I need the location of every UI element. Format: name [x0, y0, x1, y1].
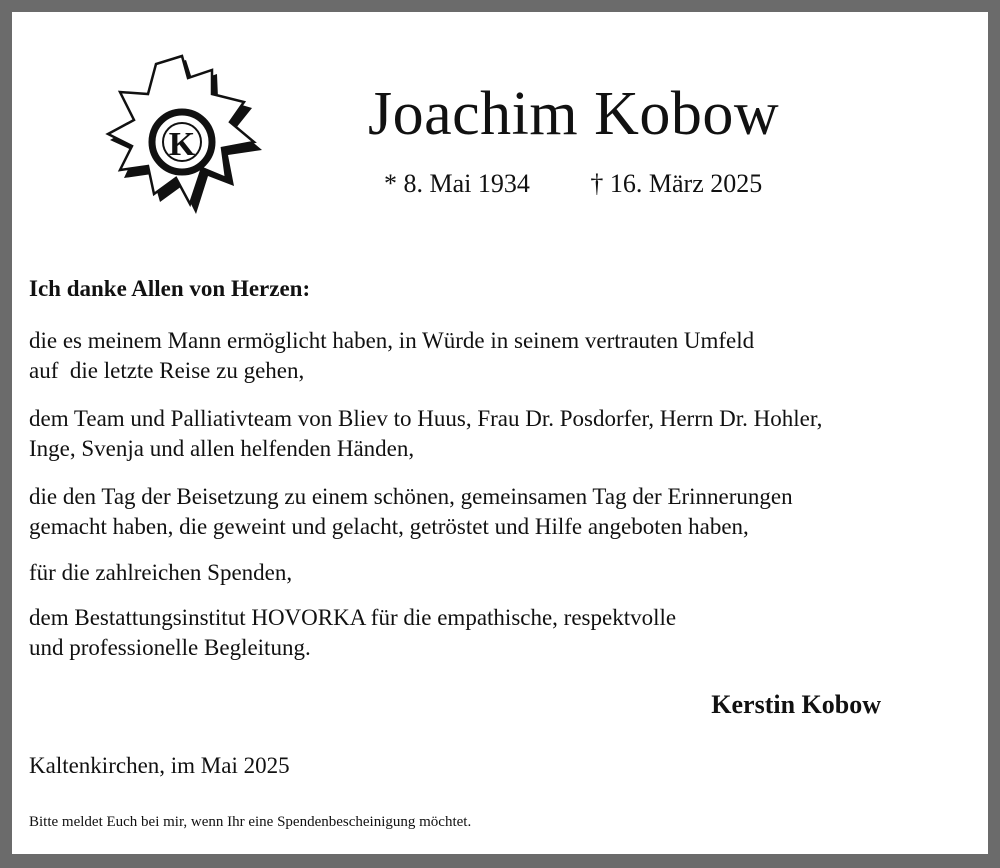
paragraph-line: gemacht haben, die geweint und gelacht, getröstet und Hilfe angeboten haben, [29, 514, 749, 539]
paragraph-line: Inge, Svenja und allen helfenden Händen, [29, 436, 415, 461]
thanks-paragraph [29, 404, 822, 464]
birth-date: * 8. Mai 1934 [384, 169, 530, 198]
logo-letter: K [168, 126, 196, 163]
paragraph-line: dem Team und Palliativteam von Bliev to Huus, Frau Dr. Posdorfer, Herrn Dr. Hohler, [29, 406, 823, 431]
signature: Kerstin Kobow [711, 690, 881, 719]
life-dates [384, 168, 762, 200]
thanks-paragraph [29, 326, 754, 386]
thanks-paragraph [29, 603, 676, 663]
k-star-emblem-icon [104, 54, 264, 214]
paragraph-line: auf die letzte Reise zu gehen, [29, 358, 305, 383]
obituary-card [12, 12, 988, 854]
paragraph-line: dem Bestattungsinstitut HOVORKA für die empathische, respektvolle [29, 605, 677, 630]
thanks-paragraph [29, 558, 292, 588]
footnote: Bitte meldet Euch bei mir, wenn Ihr eine Spendenbescheinigung möchtet. [29, 814, 472, 830]
paragraph-line: die den Tag der Beisetzung zu einem schönen, gemeinsamen Tag der Erinnerungen [29, 484, 793, 509]
place-date: Kaltenkirchen, im Mai 2025 [29, 753, 290, 778]
paragraph-line: und professionelle Begleitung. [29, 635, 311, 660]
deceased-name: Joachim Kobow [368, 80, 780, 148]
thanks-heading: Ich danke Allen von Herzen: [29, 276, 311, 301]
death-date: † 16. März 2025 [590, 169, 763, 198]
paragraph-line: die es meinem Mann ermöglicht haben, in Würde in seinem vertrauten Umfeld [29, 328, 755, 353]
paragraph-line: für die zahlreichen Spenden, [29, 560, 293, 585]
thanks-paragraph [29, 482, 793, 542]
